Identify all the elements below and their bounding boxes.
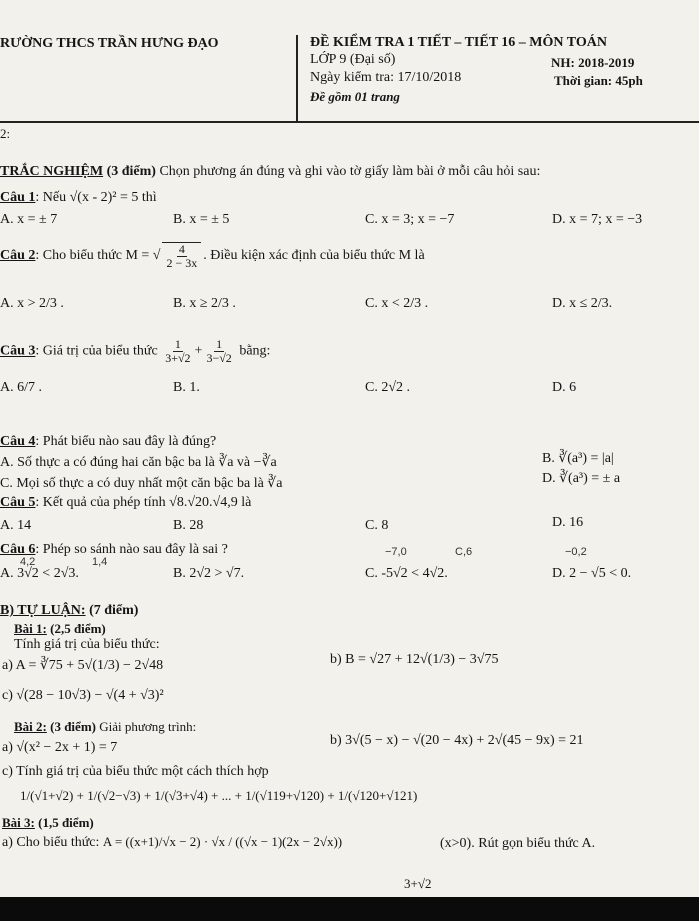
header-divider-vertical — [296, 35, 298, 121]
b1-points: (2,5 điểm) — [50, 621, 106, 636]
q3-plus: + — [194, 343, 203, 359]
b3-a-pre: a) Cho biểu thức: — [2, 835, 100, 850]
b3-a-expr: A = ((x+1)/√x − 2) · √x / ((√x − 1)(2x − 2√x)) — [102, 834, 343, 849]
q4-option-c: C. Mọi số thực a có duy nhất một căn bậc ba là ∛a — [0, 476, 283, 491]
q2-option-b: B. x ≥ 2/3 . — [173, 296, 236, 311]
q1-option-c: C. x = 3; x = −7 — [365, 212, 455, 227]
q5-label: Câu 5 — [0, 495, 36, 510]
exam-title: ĐỀ KIỂM TRA 1 TIẾT – TIẾT 16 – MÔN TOÁN — [310, 35, 607, 50]
part-b-label: B) TỰ LUẬN: — [0, 603, 86, 618]
q6-option-b: B. 2√2 > √7. — [173, 566, 245, 581]
q2-pre: : Cho biểu thức — [35, 248, 122, 264]
q4-option-b: B. ∛(a³) = |a| — [542, 451, 614, 466]
b2-item-c: c) Tính giá trị của biểu thức một cách thích hợp — [2, 764, 269, 779]
q5-option-a: A. 14 — [0, 518, 32, 533]
q6-option-a: A. 3√2 < 2√3. — [0, 566, 79, 581]
b3-a-condition — [440, 836, 595, 852]
part-a-heading — [0, 164, 540, 180]
q4-label: Câu 4 — [0, 434, 36, 449]
q2-option-c: C. x < 2/3 . — [365, 296, 429, 311]
b2-item-b: b) 3√(5 − x) − √(20 − 4x) + 2√(45 − 9x) = 21 — [330, 733, 584, 748]
b1-item-b: b) B = √27 + 12√(1/3) − 3√75 — [330, 652, 499, 667]
q3-f1-den: 3+√2 — [165, 351, 191, 365]
question-5 — [0, 495, 251, 511]
exam-date: Ngày kiểm tra: 17/10/2018 — [310, 70, 462, 85]
q2-fraction — [162, 242, 201, 270]
q3-f2-den: 3−√2 — [206, 351, 232, 365]
b1-item-c: c) √(28 − 10√3) − √(4 + √3)² — [2, 688, 164, 703]
q3-f1-num: 1 — [174, 337, 181, 351]
q1-option-b: B. x = ± 5 — [173, 212, 230, 227]
b1-heading — [14, 621, 106, 637]
part-b-heading — [0, 603, 138, 619]
b3-a-cond: (x>0). — [440, 836, 475, 851]
q3-option-b: B. 1. — [173, 380, 200, 395]
header-divider-horizontal — [0, 121, 699, 123]
q1-label: Câu 1 — [0, 190, 36, 205]
b1-label: Bài 1: — [14, 621, 47, 636]
b3-label: Bài 3: — [2, 815, 35, 830]
exam-duration: Thời gian: 45ph — [554, 73, 643, 88]
q6-handwritten-c1: −7,0 — [385, 546, 407, 558]
q6-label: Câu 6 — [0, 542, 36, 557]
b3-points: (1,5 điểm) — [38, 815, 94, 830]
b3-a-post: Rút gọn biểu thức A. — [478, 836, 596, 851]
q3-option-d: D. 6 — [552, 380, 577, 395]
b2-item-a: a) √(x² − 2x + 1) = 7 — [2, 740, 118, 755]
b1-item-a: a) A = ∛75 + 5√(1/3) − 2√48 — [2, 658, 164, 673]
q1-option-d: D. x = 7; x = −3 — [552, 212, 643, 227]
q3-option-c: C. 2√2 . — [365, 380, 411, 395]
q6-handwritten-a: 4,2 — [20, 556, 36, 568]
q3-fraction-2 — [204, 338, 233, 365]
q1-expr: √(x - 2)² = 5 — [69, 190, 139, 205]
part-a-instruction: Chọn phương án đúng và ghi vào tờ giấy làm bài ở mỗi câu hỏi sau: — [159, 164, 541, 179]
b3-heading — [2, 815, 94, 831]
b2-series: 1/(√1+√2) + 1/(√2−√3) + 1/(√3+√4) + ... + 1/(√119+√120) + 1/(√120+√121) — [20, 788, 418, 803]
q6-option-d: D. 2 − √5 < 0. — [552, 566, 632, 581]
q6-handwritten-c2: C,6 — [455, 546, 473, 558]
q6-pre: : Phép so sánh nào sau đây là sai ? — [35, 542, 228, 557]
question-1 — [0, 190, 157, 206]
school-year: NH: 2018-2019 — [551, 55, 635, 70]
q5-option-c: C. 8 — [365, 518, 389, 533]
q1-option-a: A. x = ± 7 — [0, 212, 58, 227]
q5-option-d: D. 16 — [552, 515, 584, 530]
school-name: RƯỜNG THCS TRẦN HƯNG ĐẠO — [0, 36, 219, 51]
q1-post: thì — [141, 190, 157, 205]
part-a-points: (3 điểm) — [106, 164, 156, 179]
b1-instruction: Tính giá trị của biểu thức: — [14, 637, 160, 652]
b2-heading — [14, 719, 196, 735]
q5-expr: √8.√20.√4,9 — [169, 495, 238, 510]
q2-m: M = — [125, 248, 150, 264]
q6-option-c: C. -5√2 < 4√2. — [365, 566, 448, 581]
q3-fraction-1 — [163, 338, 192, 365]
q6-handwritten-b: 1,4 — [92, 556, 108, 568]
q3-option-a: A. 6/7 . — [0, 380, 42, 395]
page-count: Đề gồm 01 trang — [310, 89, 400, 104]
question-3 — [0, 338, 270, 365]
question-4 — [0, 434, 216, 450]
q1-pre: : Nếu — [35, 190, 67, 205]
b2-points: (3 điểm) — [50, 719, 96, 734]
q5-post: là — [241, 495, 252, 510]
part-b-points: (7 điểm) — [89, 603, 139, 618]
q3-post: bằng: — [239, 343, 271, 359]
q2-num: 4 — [178, 242, 185, 256]
q2-post: . Điều kiện xác định của biểu thức M là — [203, 248, 425, 264]
q4-option-d: D. ∛(a³) = ± a — [542, 471, 621, 486]
q4-pre: : Phát biểu nào sau đây là đúng? — [35, 434, 217, 449]
q4-option-a: A. Số thực a có đúng hai căn bậc ba là ∛a và −∛a — [0, 455, 277, 470]
part-a-label: TRẮC NGHIỆM — [0, 164, 104, 179]
q2-den: 2 − 3x — [166, 256, 198, 270]
q6-handwritten-d: −0,2 — [565, 546, 587, 558]
bottom-edge — [0, 897, 699, 921]
q5-pre: : Kết quả của phép tính — [35, 495, 166, 510]
q2-label: Câu 2 — [0, 248, 36, 264]
q3-pre: : Giá trị của biểu thức — [35, 343, 158, 359]
question-2: Câu 2: Cho biểu thức M = √ $\frac{4}{2 - 3x}$ . Điều kiện xác định của biểu thức M là — [0, 242, 425, 270]
b2-label: Bài 2: — [14, 719, 47, 734]
b2-instruction: Giải phương trình: — [99, 719, 197, 734]
b3-item-a — [2, 834, 342, 851]
q3-label: Câu 3 — [0, 343, 36, 359]
q5-option-b: B. 28 — [173, 518, 204, 533]
b3-tail: 3+√2 — [404, 876, 432, 891]
q2-option-d: D. x ≤ 2/3. — [552, 296, 613, 311]
grade-label: LỚP 9 (Đại số) — [310, 52, 396, 67]
q3-f2-num: 1 — [216, 337, 223, 351]
corner-mark: 2: — [0, 126, 11, 141]
q2-option-a: A. x > 2/3 . — [0, 296, 64, 311]
